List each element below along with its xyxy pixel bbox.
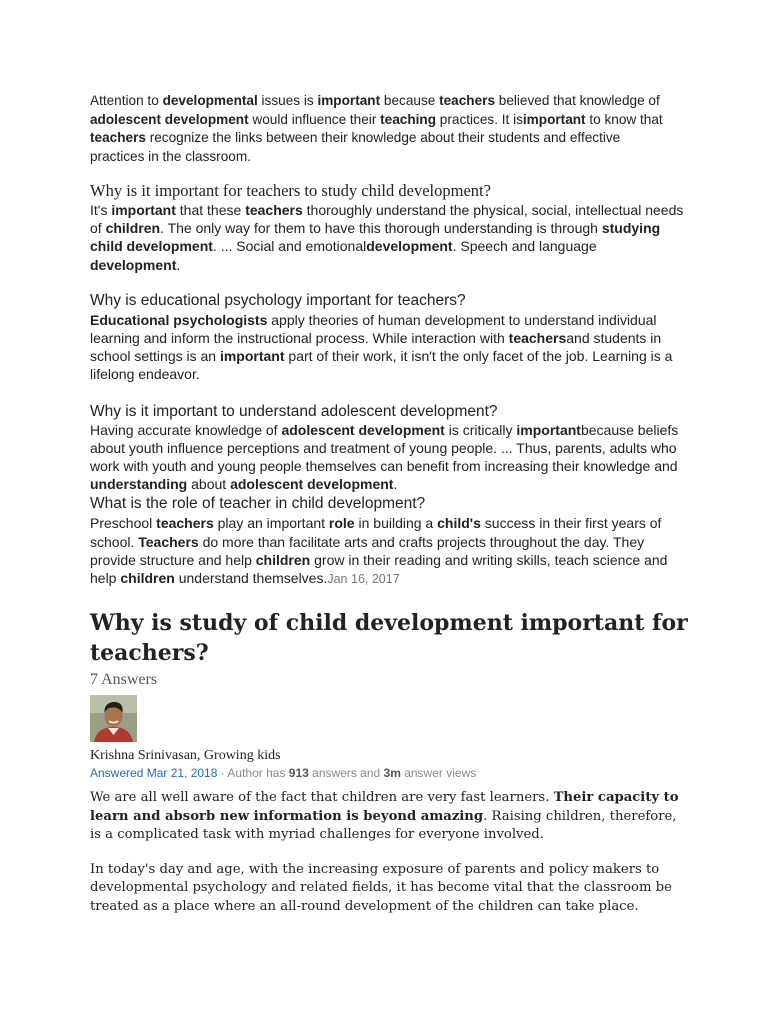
answer-bold: child's — [437, 515, 481, 532]
answer-paragraph — [90, 421, 690, 494]
avatar[interactable] — [90, 695, 137, 742]
answer-body-paragraph — [90, 789, 690, 844]
answer-bold: studying child development — [90, 220, 661, 255]
answer-paragraph — [90, 201, 690, 274]
answer-bold: children — [255, 551, 311, 568]
answer-text: in building a — [354, 515, 438, 532]
answer-text: . The only way for them to have this thorough understanding is through — [160, 220, 602, 237]
answer-text: about — [187, 476, 231, 493]
question-heading: What is the role of teacher in child development? — [90, 495, 426, 513]
answer-bold: children — [120, 570, 175, 587]
answer-bold: teachers — [245, 202, 303, 218]
answer-bold: adolescent development — [281, 421, 445, 438]
intro-bold: teaching — [380, 111, 437, 127]
meta-answers-count: 913 — [288, 766, 309, 781]
author-photo-icon — [90, 695, 137, 742]
answer-bold: Teachers — [138, 533, 199, 550]
answered-date-link[interactable]: Answered Mar 21, 2018 — [90, 766, 218, 781]
answer-text: is critically — [444, 421, 517, 438]
intro-text: would influence their — [248, 111, 381, 127]
document-page — [90, 92, 690, 916]
answer-bold: development — [90, 256, 177, 273]
answer-text: and students in school settings is an — [90, 330, 662, 365]
intro-bold: teachers — [90, 130, 146, 145]
answer-body-paragraph: In today's day and age, with the increasing exposure of parents and policy makers to developmental psychology and related fields, it has become vital that the classroom be treated as a place where an all-round development of the children can take place. — [90, 862, 672, 914]
answer-text: because beliefs about youth influence perceptions and treatment of young people. ... Thus, parents, adults who work with youth and young people themselves can benefit from increasing their knowledge and — [90, 421, 679, 475]
intro-text: to know that — [585, 111, 663, 127]
intro-text: issues is — [257, 93, 318, 108]
answer-bold: understanding — [90, 476, 188, 493]
intro-text: practices. It is — [436, 111, 523, 127]
intro-bold: adolescent development — [90, 111, 249, 127]
answer-date: Jan 16, 2017 — [327, 572, 400, 587]
answer-bold: children — [105, 220, 161, 237]
intro-bold: important — [522, 111, 586, 127]
answer-text: . Speech and language — [452, 238, 597, 255]
intro-text: Attention to — [90, 93, 163, 108]
meta-text: · Author has — [217, 766, 289, 781]
meta-text: answers and — [308, 766, 384, 781]
meta-text: answer views — [400, 766, 477, 781]
intro-text: believed that knowledge of — [495, 93, 660, 108]
answer-text: Preschool — [90, 515, 157, 532]
answer-meta — [90, 766, 690, 780]
answer-text: that these — [175, 202, 246, 218]
answer-text: understand themselves. — [174, 570, 328, 587]
answer-paragraph — [90, 514, 690, 588]
intro-bold: important — [317, 93, 381, 108]
answer-bold: teachers — [156, 515, 214, 532]
answer-text: success in their first years of school. — [90, 515, 662, 550]
answer-bold: important — [219, 348, 285, 365]
question-heading: Why is it important to understand adolescent development? — [90, 402, 498, 420]
intro-bold: teachers — [439, 93, 495, 108]
answers-count[interactable]: 7 Answers — [90, 671, 158, 689]
intro-paragraph — [90, 92, 670, 166]
answer-bold: adolescent development — [230, 476, 394, 493]
author-name[interactable]: Krishna Srinivasan, Growing kids — [90, 748, 281, 764]
intro-bold: developmental — [162, 93, 258, 108]
quora-question-title: Why is study of child development important for teachers? — [90, 610, 688, 667]
answer-bold: important — [111, 202, 176, 218]
answer-text: . — [393, 476, 398, 493]
intro-text: because — [380, 93, 440, 108]
answer-text: part of their work, it isn't the only facet of the job. Learning is a lifelong endeavor. — [90, 348, 673, 383]
answer-body-text: . Raising children, therefore, is a complicated task with myriad challenges for everyone involved. — [90, 808, 677, 842]
answer-text: apply theories of human development to understand individual learning and inform the instructional process. While interaction with — [90, 311, 657, 347]
meta-views-count: 3m — [383, 766, 401, 781]
question-heading: Why is it important for teachers to study child development? — [90, 181, 491, 200]
answer-bold: role — [328, 515, 355, 532]
intro-text: recognize the links between their knowledge about their students and effective practices in the classroom. — [90, 130, 621, 164]
answer-body-text: We are all well aware of the fact that children are very fast learners. — [90, 790, 554, 806]
answer-bold: teachers — [508, 330, 567, 347]
answer-body-bold: Their capacity to learn and absorb new information is beyond amazing — [90, 790, 679, 824]
answer-text: Having accurate knowledge of — [90, 421, 282, 438]
answer-paragraph — [90, 311, 690, 384]
question-heading: Why is educational psychology important for teachers? — [90, 291, 466, 309]
answer-bold: important — [516, 421, 581, 438]
answer-bold: Educational psychologists — [90, 311, 268, 328]
answer-text: grow in their reading and writing skills, teach science and help — [90, 551, 668, 587]
answer-text: do more than facilitate arts and crafts projects throughout the day. They provide structure and help — [90, 533, 645, 568]
answer-text: thoroughly understand the physical, social, intellectual needs of — [90, 202, 684, 237]
answer-text: It's — [90, 202, 112, 218]
answer-bold: development — [366, 238, 453, 255]
answer-text: . ... Social and emotional — [212, 238, 367, 255]
answer-text: play an important — [213, 515, 329, 532]
answer-text: . — [176, 256, 181, 273]
